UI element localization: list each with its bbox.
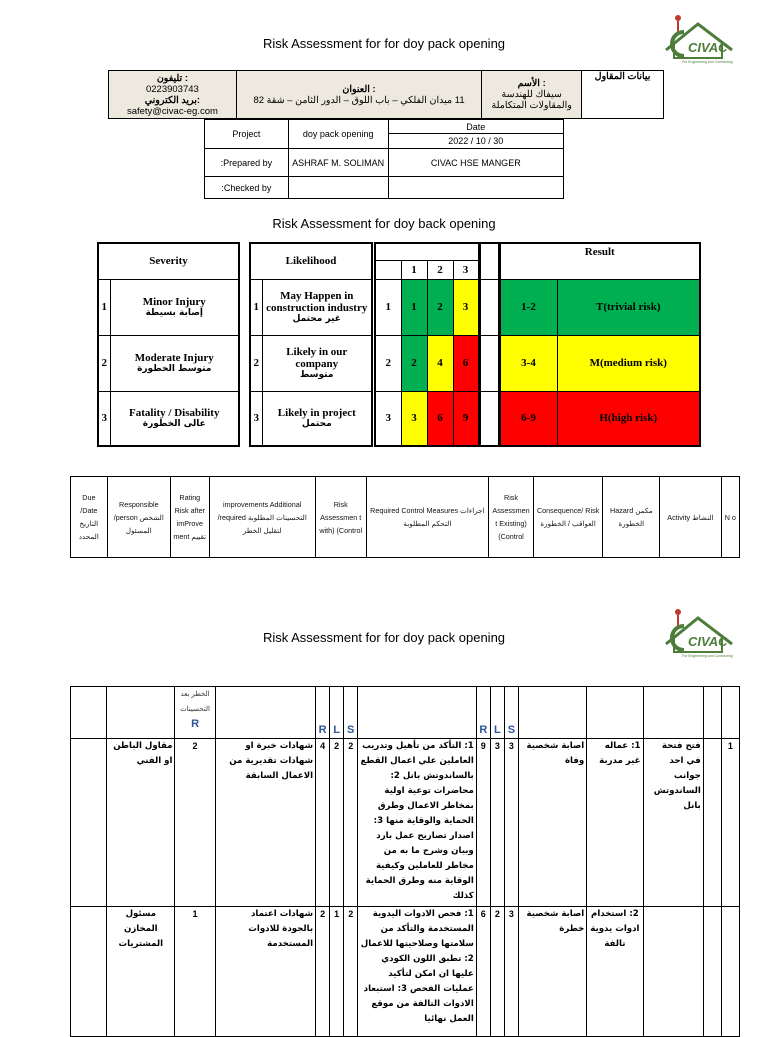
page2-title: Risk Assessment for for doy pack opening: [262, 630, 506, 645]
col-no: N o: [721, 477, 739, 558]
likelihood-table: Likelihood 1 May Happen in construction industry غير محتمل 2 Likely in our company متوسط 3 Likely in project محتمل: [249, 242, 373, 447]
col-control-measures: Required Control Measures اجراءات التحكم المطلوبة: [366, 477, 488, 558]
date-cell: Date 2022 / 10 / 30: [388, 120, 563, 149]
severity-header: Severity: [98, 243, 239, 279]
result-header: Result: [499, 243, 700, 260]
prepared-label: :Prepared by: [205, 149, 289, 177]
label-trivial: T(trivial risk): [557, 279, 700, 335]
section-title: Risk Assessment for doy back opening: [272, 216, 496, 231]
svg-text:For Engineering and Contractin: For Engineering and Contracting: [682, 654, 733, 658]
risk-matrix: [97, 242, 701, 445]
col-activity: Activity النشاط: [660, 477, 721, 558]
project-label: Project: [205, 120, 289, 149]
project-info-table: [204, 119, 564, 199]
likelihood-header: Likelihood: [250, 243, 372, 279]
range-high: 6-9: [499, 391, 557, 446]
civac-logo: [660, 10, 736, 66]
prepared-role: CIVAC HSE MANGER: [388, 149, 563, 177]
svg-text:CIVAC: CIVAC: [688, 634, 728, 649]
table-row: مسئول المخازن المشتريات 1 شهادات اعتماد بالجودة للادوات المستخدمة 2 1 2 1: فحص الادوات اليدوية المستخدمة والتأكد من سلامتها وصلاحيتها للاعمال 2: تطبق اللون الكودي عليها ان امكن لتأكيد عمليات الفحص 3: استبعاد الادوات التالفة من موقع العمل نهائيا 6 2 3 اصابة شخصية خطرة 2: استخدام ادوات يدوية تالفة: [71, 907, 740, 1037]
address-cell: العنوان : 11 ميدان الفلكي – باب اللوق – الدور الثامن – شقة 82: [236, 71, 481, 119]
assessment-header-table: [70, 476, 740, 558]
prepared-value: ASHRAF M. SOLIMAN: [288, 149, 388, 177]
severity-table: Severity 1 Minor Injury إصابة بسيطة 2 Moderate Injury متوسط الخطورة 3 Fatality / Disability عالى الخطورة: [97, 242, 240, 447]
table-row: مقاول الباطن او الفني 2 شهادات خبرة او شهادات تقديرية من الاعمال السابقة 4 2 2 1: التأكد من تأهيل وتدريب العاملين علي اعمال القطع بالساندوتش بانل 2: محاضرات توعية اولية بمخاطر الاعمال وطرق الحماية والوقاية منها 3: اصدار تصاريح عمل بارد وبيان وشرح ما به من مخاطر للعاملين وكيفية الوقاية منه وطرق الحماية كذلك 9 3 3 اصابة شخصية وفاة 1: عماله غير مدربة فتح فتحة في احد جوانب الساندوتش بانل 1: [71, 739, 740, 907]
col-due: Due /Date التاريخ المحدد: [71, 477, 108, 558]
col-responsible: Responsible /person الشخص المسئول: [107, 477, 170, 558]
contact-cell: تليفون : 0223903743 بريد الكتروني: safety@civac-eg.com: [109, 71, 237, 119]
range-trivial: 1-2: [499, 279, 557, 335]
contractor-section-label: بيانات المقاول: [582, 71, 664, 119]
col-hazard: Hazard مكمن الخطورة: [603, 477, 660, 558]
label-medium: M(medium risk): [557, 335, 700, 391]
result-table: Result 1 2 3 1 1 2 3 1-2 T(trivial risk) 2 2 4 6 3-4 M(medium risk) 3 3 6 9 6-9 H(high risk): [374, 242, 701, 447]
risk-data-table: الخطر بعد التحسينات R R L S R L S مقاول الباطن او الفني 2 شهادات خبرة او شهادات تقديرية من الاعمال السابقة 4 2 2 1: التأكد من تأهيل وتدريب العاملين علي اعمال القطع بالساندوتش بانل 2: محاضرات توعية اولية بمخاطر الاعمال وطرق الحماية والوقاية منها 3: اصدار تصاريح عمل بارد وبيان وشرح ما به من مخاطر للعاملين وكيفية الوقاية منه وطرق الحماية كذلك 9 3 3 اصابة شخصية وفاة 1: عماله غير مدربة فتح فتحة في احد جوانب الساندوتش بانل 1 مسئول المخازن المشتريات 1 شهادات اعتماد بالجودة للادوات المستخدمة 2 1 2 1: فحص الادوات اليدوية المستخدمة والتأكد من سلامتها وصلاحيتها للاعمال 2: تطبق اللون الكودي عليها ان امكن لتأكيد عمليات الفحص 3: استبعاد الادوات التالفة من موقع العمل نهائيا 6 2 3 اصابة شخصية خطرة 2: استخدام ادوات يدوية تالفة: [70, 686, 740, 1037]
contractor-info-table: [108, 70, 664, 119]
name-cell: الأسم : سيفاك للهندسة والمقاولات المتكاملة: [482, 71, 582, 119]
checked-role: [388, 177, 563, 199]
civac-logo-2: [660, 604, 736, 660]
label-high: H(high risk): [557, 391, 700, 446]
col-risk-existing: Risk Assessmen t Existing) (Control: [489, 477, 534, 558]
col-consequence: Consequence/ Risk العواقب / الخطورة: [533, 477, 602, 558]
col-rating: Rating Risk after imProve ment تقييم: [170, 477, 209, 558]
document-title: Risk Assessment for for doy pack opening: [262, 36, 506, 51]
range-medium: 3-4: [499, 335, 557, 391]
checked-label: :Checked by: [205, 177, 289, 199]
svg-text:CIVAC: CIVAC: [688, 40, 728, 55]
col-risk-with: Risk Assessmen t with) (Control: [315, 477, 366, 558]
checked-value: [288, 177, 388, 199]
col-improvements: improvements Additional /required التحسينات المطلوبة لتقليل الخطر: [209, 477, 315, 558]
svg-text:For Engineering and Contractin: For Engineering and Contracting: [682, 60, 733, 64]
project-value: doy pack opening: [288, 120, 388, 149]
